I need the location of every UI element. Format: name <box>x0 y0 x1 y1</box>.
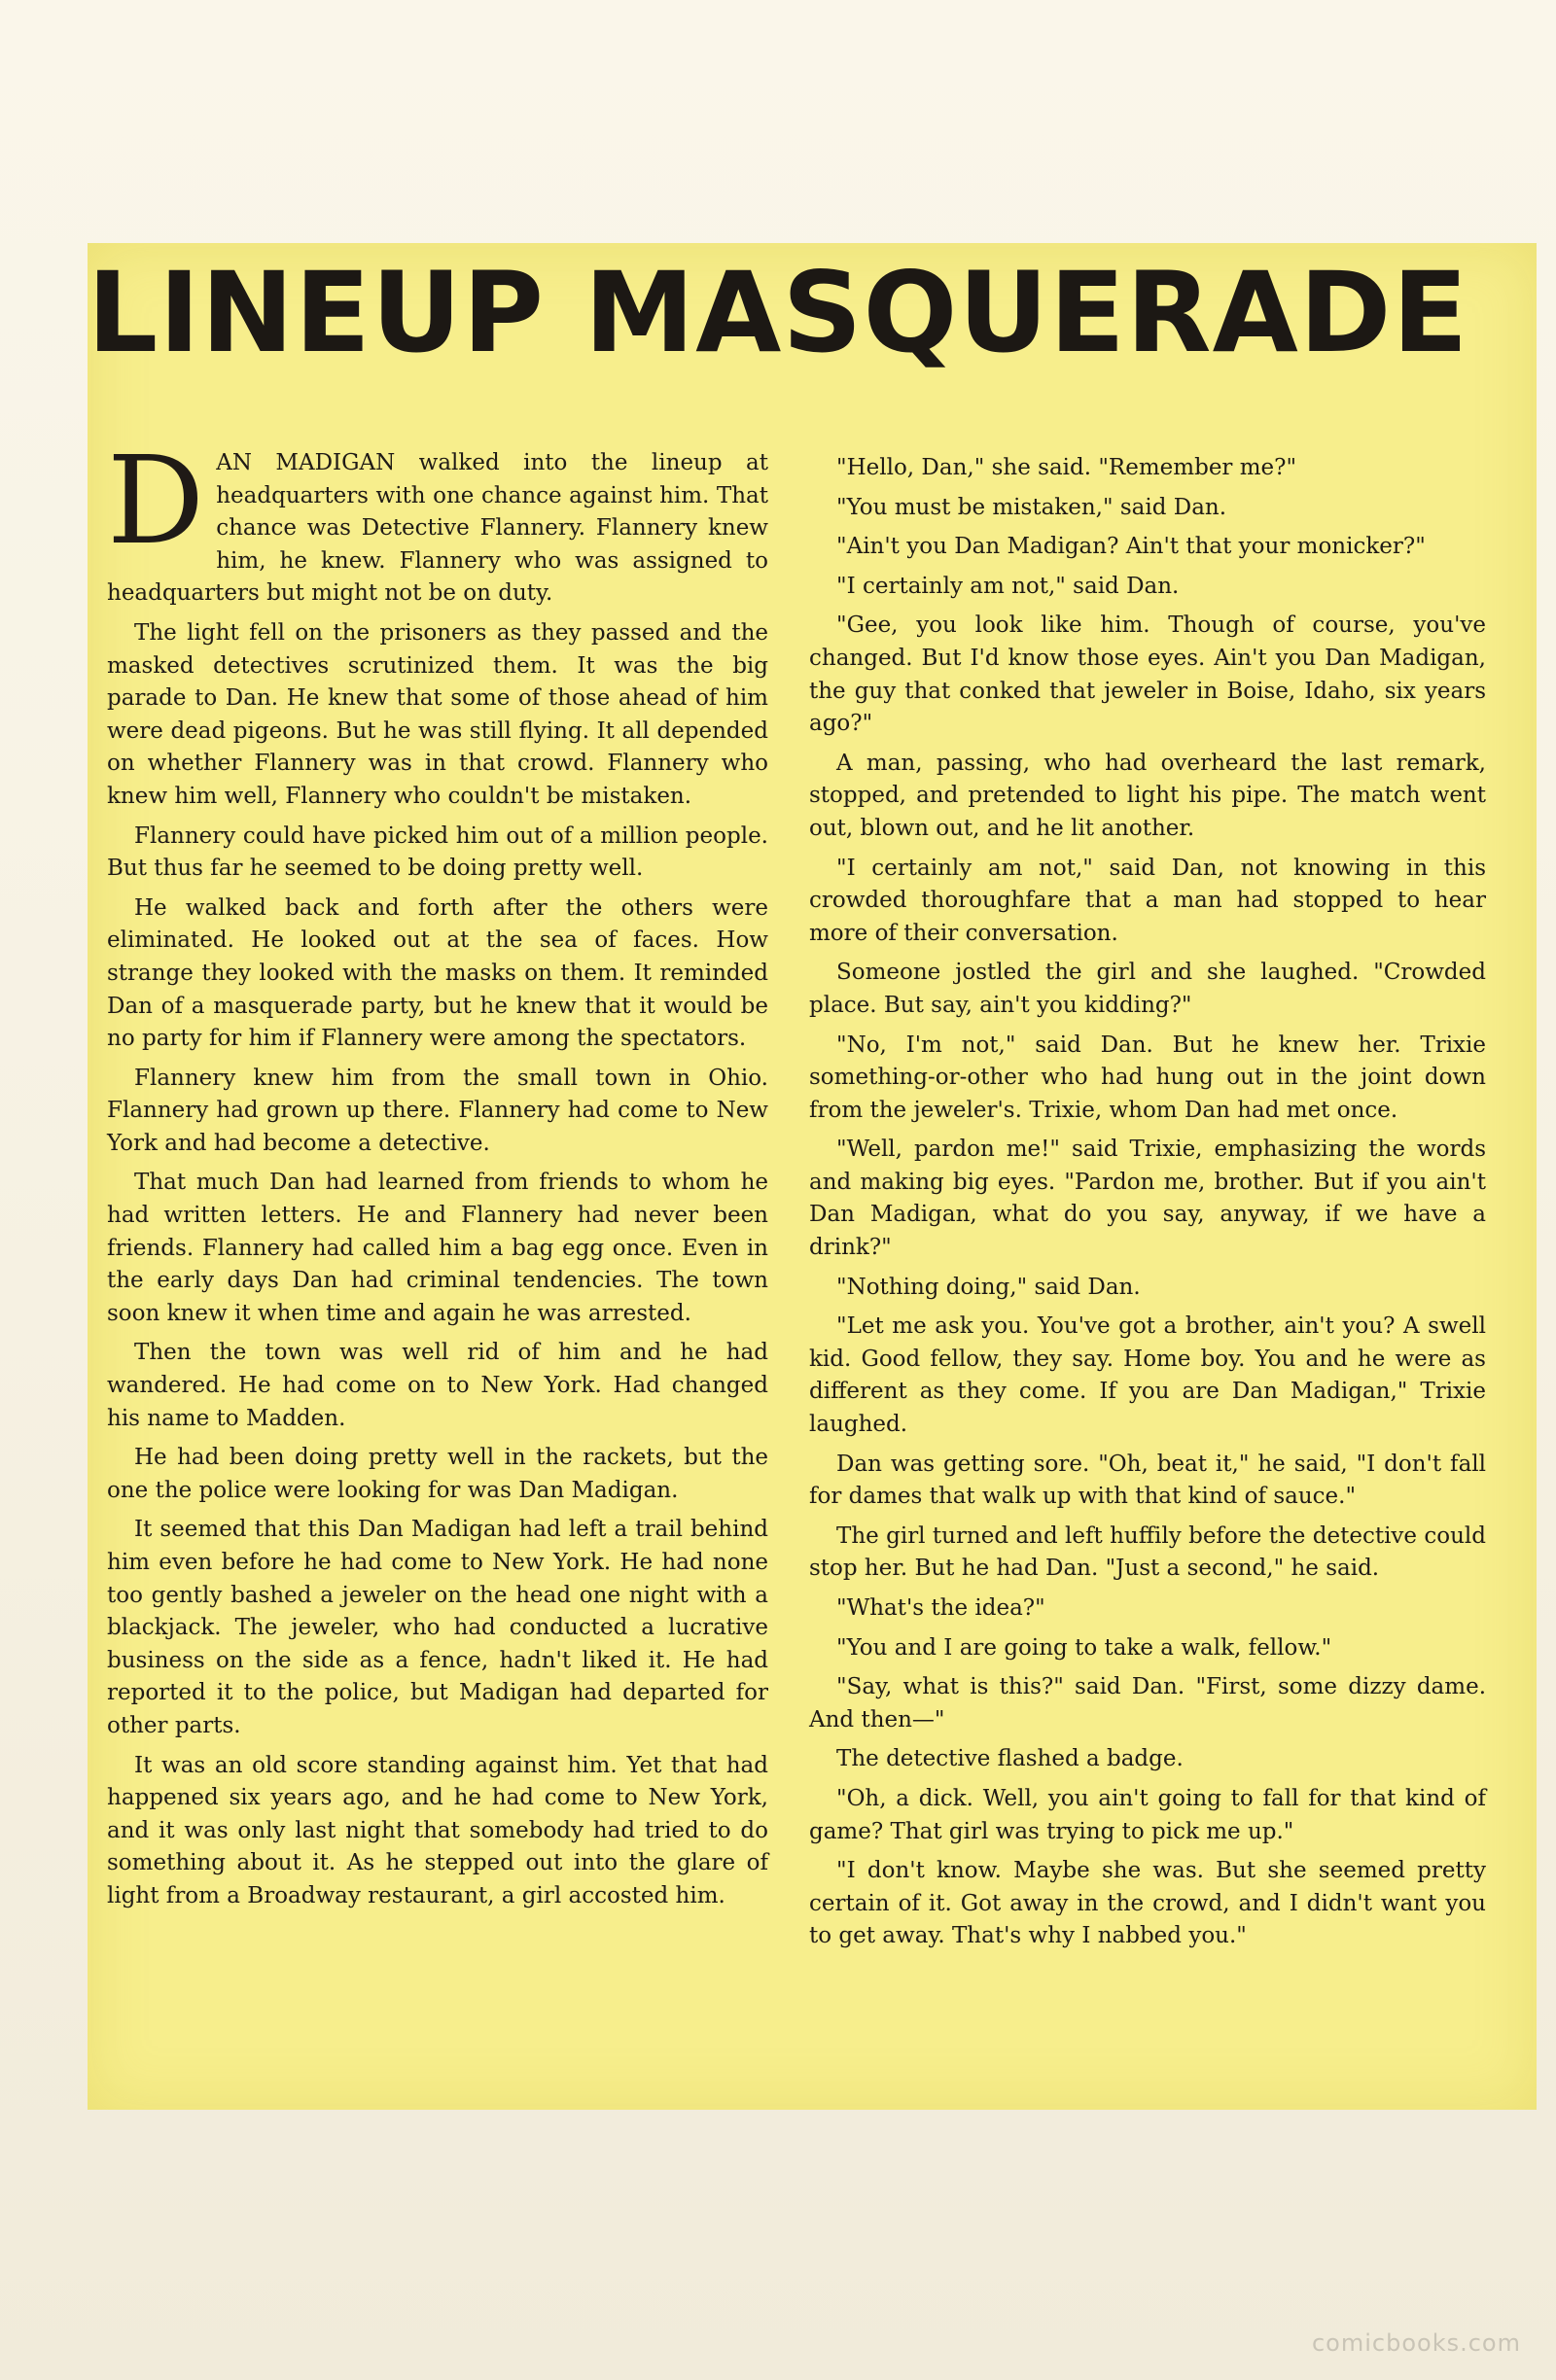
paragraph: Flannery knew him from the small town in Ohio. Flannery had grown up there. Flannery had come to New York and had become a detective. <box>107 1065 768 1156</box>
paragraph: "Say, what is this?" said Dan. "First, some dizzy dame. And then—" <box>809 1674 1486 1732</box>
paragraph: Dan was getting sore. "Oh, beat it," he said, "I don't fall for dames that walk up with that kind of sauce." <box>809 1451 1486 1510</box>
drop-cap: D <box>107 431 205 572</box>
paragraph: Someone jostled the girl and she laughed. "Crowded place. But say, ain't you kidding?" <box>809 960 1486 1018</box>
right-column <box>809 452 1486 1960</box>
story-title: LINEUP MASQUERADE <box>87 248 1469 377</box>
paragraph: "Ain't you Dan Madigan? Ain't that your monicker?" <box>836 534 1426 560</box>
paragraph: "Oh, a dick. Well, you ain't going to fall for that kind of game? That girl was trying to pick me up." <box>809 1785 1486 1844</box>
paragraph: The detective flashed a badge. <box>836 1746 1184 1772</box>
paragraph: "No, I'm not," said Dan. But he knew her. Trixie something-or-other who had hung out in the joint down from the jeweler's. Trixie, whom Dan had met once. <box>809 1032 1486 1123</box>
paragraph: A man, passing, who had overheard the last remark, stopped, and pretended to light his pipe. The match went out, blown out, and he lit another. <box>809 750 1486 841</box>
paragraph: "Well, pardon me!" said Trixie, emphasizing the words and making big eyes. "Pardon me, brother. But if you ain't Dan Madigan, what do you say, anyway, if we have a drink?" <box>809 1137 1486 1261</box>
paragraph: "I don't know. Maybe she was. But she seemed pretty certain of it. Got away in the crowd, and I didn't want you to get away. That's why I nabbed you." <box>809 1858 1486 1949</box>
paragraph: "Gee, you look like him. Though of course, you've changed. But I'd know those eyes. Ain't you Dan Madigan, the guy that conked that jeweler in Boise, Idaho, six years ago?" <box>809 612 1486 737</box>
paragraph-text: AN MADIGAN walked into the lineup at headquarters with one chance against him. That chance was Detective Flannery. Flannery knew him, he knew. Flannery who was assigned to headquarters but might not be on duty. <box>107 450 768 607</box>
paragraph: The light fell on the prisoners as they passed and the masked detectives scrutinized them. It was the big parade to Dan. He knew that some of those ahead of him were dead pigeons. But he was still flying. It all depended on whether Flannery was in that crowd. Flannery who knew him well, Flannery who couldn't be mistaken. <box>107 619 768 809</box>
left-column <box>107 431 768 1920</box>
paragraph: "Let me ask you. You've got a brother, ain't you? A swell kid. Good fellow, they say. Home boy. You and he were as different as they come. If you are Dan Madigan," Trixie laughed. <box>809 1313 1486 1438</box>
paragraph: "I certainly am not," said Dan, not knowing in this crowded thoroughfare that a man had stopped to hear more of their conversation. <box>809 855 1486 946</box>
paragraph: "Nothing doing," said Dan. <box>836 1274 1141 1300</box>
paragraph: It was an old score standing against him. Yet that had happened six years ago, and he had come to New York, and it was only last night that somebody had tried to do something about it. As he stepped out into the glare of light from a Broadway restaurant, a girl accosted him. <box>107 1752 768 1908</box>
paragraph: "I certainly am not," said Dan. <box>836 573 1180 599</box>
paragraph: Flannery could have picked him out of a million people. But thus far he seemed to be doing pretty well. <box>107 822 768 882</box>
paragraph: That much Dan had learned from friends to whom he had written letters. He and Flannery had never been friends. Flannery had called him a bag egg once. Even in the early days Dan had criminal tendencies. The town soon knew it when time and again he was arrested. <box>107 1170 768 1326</box>
paragraph: "You and I are going to take a walk, fellow." <box>836 1634 1332 1661</box>
paragraph: "Hello, Dan," she said. "Remember me?" <box>836 455 1297 480</box>
paragraph: It seemed that this Dan Madigan had left a trail behind him even before he had come to New York. He had none too gently bashed a jeweler on the head one night with a blackjack. The jeweler, who had conducted a lucrative business on the side as a fence, hadn't liked it. He had reported it to the police, but Madigan had departed for other parts. <box>107 1517 768 1738</box>
paragraph: Then the town was well rid of him and he had wandered. He had come on to New York. Had changed his name to Madden. <box>107 1340 768 1431</box>
paragraph: "What's the idea?" <box>836 1595 1045 1621</box>
paragraph <box>107 431 768 611</box>
paragraph: The girl turned and left huffily before the detective could stop her. But he had Dan. "Just a second," he said. <box>809 1522 1486 1582</box>
paragraph: "You must be mistaken," said Dan. <box>836 494 1227 520</box>
paragraph: He walked back and forth after the others were eliminated. He looked out at the sea of faces. How strange they looked with the masks on them. It reminded Dan of a masquerade party, but he knew that it would be no party for him if Flannery were among the spectators. <box>107 894 768 1052</box>
paragraph: He had been doing pretty well in the rackets, but the one the police were looking for was Dan Madigan. <box>107 1445 768 1503</box>
site-watermark: comicbooks.com <box>1311 2329 1521 2357</box>
